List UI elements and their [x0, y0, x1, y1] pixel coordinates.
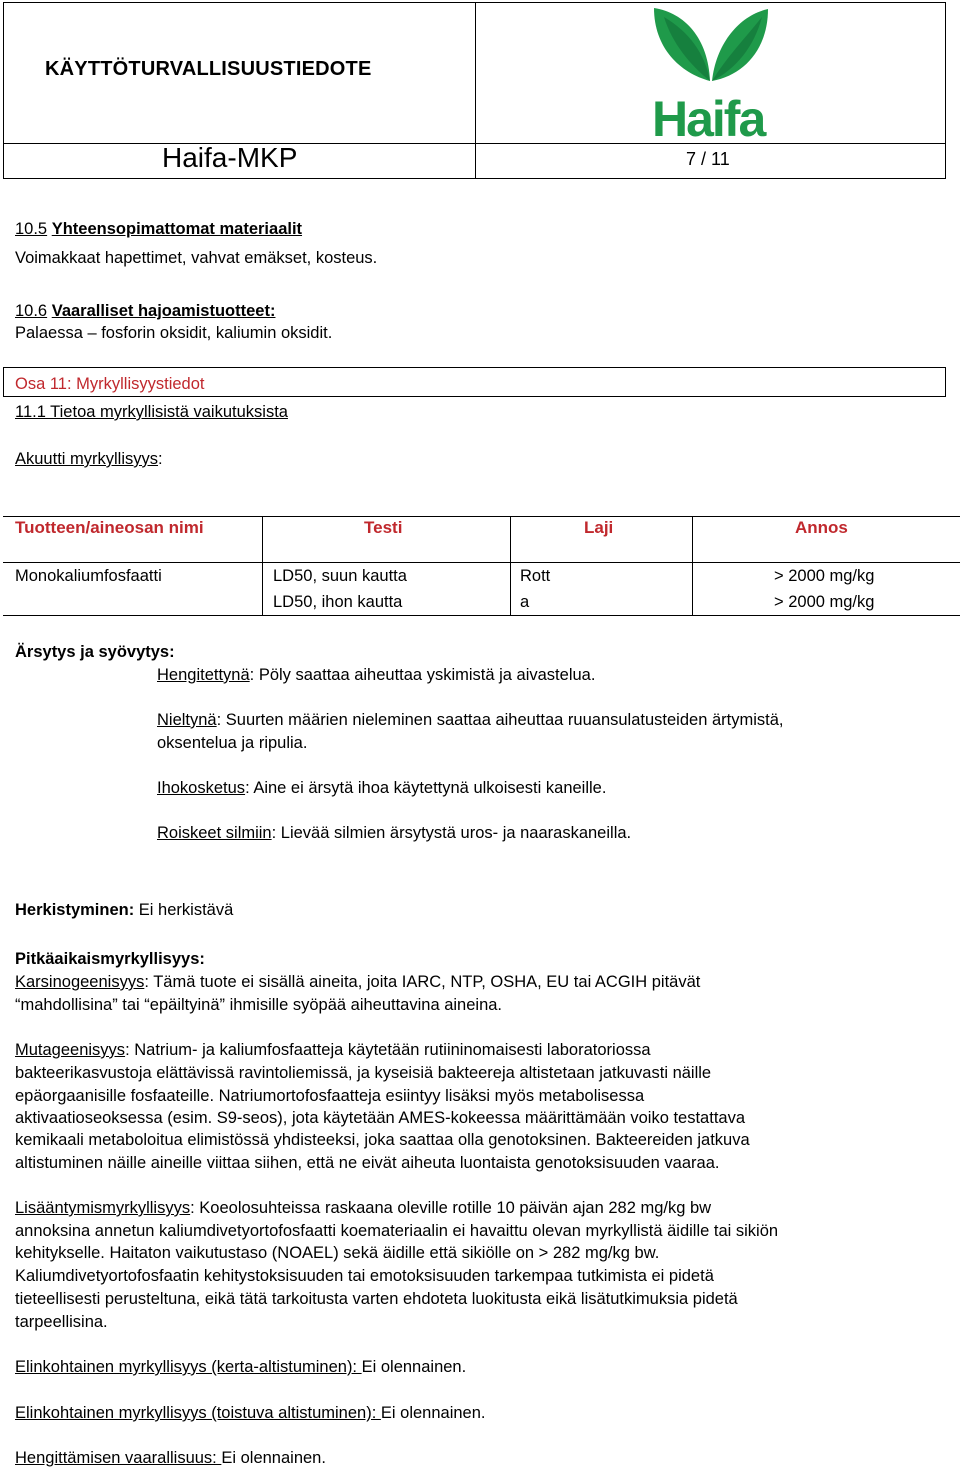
logo-text: Haifa — [652, 91, 765, 139]
stot-repeat: Elinkohtainen myrkyllisyys (toistuva altistuminen): Ei olennainen. — [15, 1404, 486, 1422]
document-title: KÄYTTÖTURVALLISUUSTIEDOTE — [45, 58, 372, 80]
irritation-ingestion: Nieltynä: Suurten määrien nieleminen saattaa aiheuttaa ruuansulatusteiden ärtymistä, — [157, 711, 784, 729]
haifa-logo — [650, 3, 770, 144]
irritation-inhalation: Hengitettynä: Pöly saattaa aiheuttaa yskimistä ja aivastelua. — [157, 666, 596, 684]
mutagenicity-line: Mutageenisyys: Natrium- ja kaliumfosfaatteja käytetään rutiininomaisesti laboratoriossa — [15, 1041, 651, 1059]
reproductive-line: tarpeellisina. — [15, 1313, 108, 1331]
header-divider-horizontal — [4, 143, 945, 144]
carcinogenicity-line: Karsinogeenisyys: Tämä tuote ei sisällä aineita, joita IARC, NTP, OSHA, EU tai ACGIH pitävät — [15, 973, 701, 991]
table-cell-test: LD50, suun kautta — [273, 567, 407, 585]
document-header — [3, 2, 946, 179]
section-11-1-heading: 11.1 Tietoa myrkyllisistä vaikutuksista — [15, 403, 288, 421]
mutagenicity-line: kemikaali metaboloitua elimistössä yhdisteeksi, joka saattaa olla genotoksinen. Bakteereiden jatkuva — [15, 1131, 750, 1149]
haifa-logo-icon — [650, 3, 770, 139]
reproductive-line: Lisääntymismyrkyllisyys: Koeolosuhteissa raskaana oleville rotille 10 päivän ajan 282 mg/kg bw — [15, 1199, 712, 1217]
table-cell-dose: > 2000 mg/kg — [774, 593, 875, 611]
table-cell-dose: > 2000 mg/kg — [774, 567, 875, 585]
irritation-heading: Ärsytys ja syövytys: — [15, 643, 175, 661]
irritation-skin: Ihokosketus: Aine ei ärsytä ihoa käytettynä ulkoisesti kaneille. — [157, 779, 607, 797]
table-header-test: Testi — [364, 518, 403, 537]
table-cell-name: Monokaliumfosfaatti — [15, 567, 162, 585]
aspiration-hazard: Hengittämisen vaarallisuus: Ei olennainen. — [15, 1449, 326, 1467]
table-divider — [692, 516, 693, 615]
reproductive-line: Kaliumdivetyortofosfaatin kehitystoksisuuden tai emotoksisuuden tarkempaa tutkimista ei pidetä — [15, 1267, 714, 1285]
section-10-6-text: Palaessa – fosforin oksidit, kaliumin oksidit. — [15, 324, 333, 342]
section-10-5-text: Voimakkaat hapettimet, vahvat emäkset, kosteus. — [15, 249, 378, 267]
mutagenicity-line: epäorgaanisille fosfaateille. Natriumortofosfaatteja esiintyy lisäksi myös metabolisessa — [15, 1087, 645, 1105]
mutagenicity-line: aktivaatioseoksessa (esim. S9-seos), jota käytetään AMES-kokeessa määrittämään voiko testattava — [15, 1109, 746, 1127]
section-11-heading: Osa 11: Myrkyllisyystiedot — [15, 375, 205, 393]
chronic-heading: Pitkäaikaismyrkyllisyys: — [15, 950, 205, 968]
product-name: Haifa-MKP — [162, 142, 298, 173]
table-divider — [510, 516, 511, 615]
table-header-species: Laji — [584, 518, 614, 537]
carcinogenicity-line: “mahdollisina” tai “epäiltyinä” ihmisille syöpää aiheuttavina aineina. — [15, 996, 503, 1014]
mutagenicity-line: altistuminen näille aineille viittaa siihen, että ne eivät aiheuta luontaista genotoksisuuden vaaraa. — [15, 1154, 720, 1172]
page-number: 7 / 11 — [686, 149, 730, 169]
acute-toxicity-label: Akuutti myrkyllisyys: — [15, 450, 163, 468]
sensitization: Herkistyminen: Ei herkistävä — [15, 901, 234, 919]
table-header-dose: Annos — [795, 518, 848, 537]
table-cell-species: a — [520, 593, 530, 611]
table-header-name: Tuotteen/aineosan nimi — [15, 518, 204, 537]
reproductive-line: annoksina annetun kaliumdivetyortofosfaatti koemateriaalin ei havaittu olevan myrkyllistä äidille tai sikiön — [15, 1222, 779, 1240]
section-10-5-heading: 10.5 Yhteensopimattomat materiaalit — [15, 220, 303, 238]
reproductive-line: tieteellisesti perusteltuna, eikä tätä tarkoitusta varten ehdoteta luokitusta eikä lisätutkimuksia pidetä — [15, 1290, 738, 1308]
section-10-6-heading: 10.6 Vaaralliset hajoamistuotteet: — [15, 302, 276, 320]
mutagenicity-line: bakteerikasvustoja elättävissä ravintoliemissä, ja kyseisiä bakteereja altistetaan jatkuvasti näille — [15, 1064, 712, 1082]
header-divider-vertical — [475, 3, 476, 178]
stot-single: Elinkohtainen myrkyllisyys (kerta-altistuminen): Ei olennainen. — [15, 1358, 467, 1376]
reproductive-line: kehitykselle. Haitaton vaikutustaso (NOAEL) sekä äidille että sikiölle on > 282 mg/kg bw. — [15, 1244, 660, 1262]
irritation-eyes: Roiskeet silmiin: Lievää silmien ärsytystä uros- ja naaraskaneilla. — [157, 824, 632, 842]
irritation-ingestion-cont: oksentelua ja ripulia. — [157, 734, 308, 752]
table-cell-test: LD50, ihon kautta — [273, 593, 403, 611]
table-divider — [262, 516, 263, 615]
table-cell-species: Rott — [520, 567, 551, 585]
